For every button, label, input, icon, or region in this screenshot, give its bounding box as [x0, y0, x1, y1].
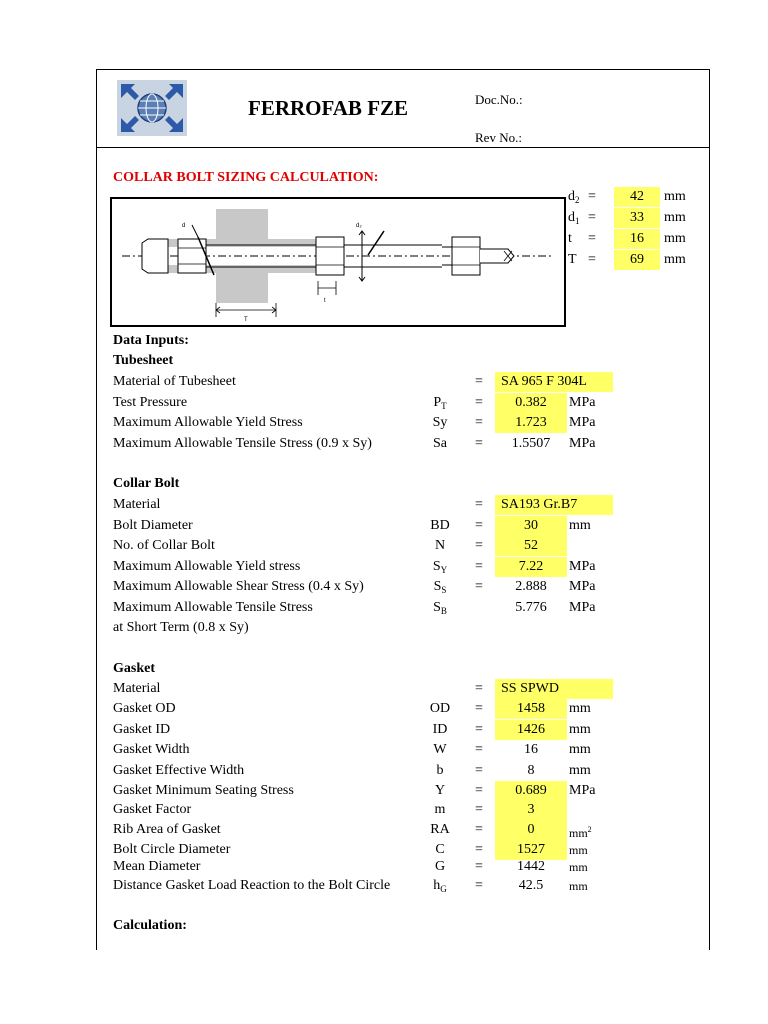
collar-bolt-row-symbol: BD: [430, 517, 450, 533]
gasket-row-symbol: RA: [430, 822, 450, 837]
collar-bolt-row-value: 5.776: [515, 599, 547, 615]
section-gasket: Gasket: [113, 661, 155, 676]
dimension-value[interactable]: 16: [614, 229, 660, 249]
gasket-row-equals: =: [475, 722, 483, 737]
collar-bolt-row-equals: =: [475, 558, 483, 574]
gasket-row-value: 8: [527, 763, 535, 778]
tubesheet-row-symbol: $P_T$: [433, 394, 447, 411]
dimension-symbol: $d_2$: [568, 189, 580, 205]
tubesheet-row-label: Maximum Allowable Tensile Stress (0.9 x Sy): [113, 435, 372, 451]
section-calculation: Calculation:: [113, 918, 187, 933]
doc-no-label: Doc.No.:: [475, 92, 523, 107]
gasket-row-equals: =: [475, 822, 483, 837]
collar-bolt-row-label: at Short Term (0.8 x Sy): [113, 620, 249, 635]
gasket-row-label: Gasket Factor: [113, 802, 192, 817]
gasket-row-value: 1442: [517, 859, 545, 874]
dimension-value[interactable]: 33: [614, 208, 660, 228]
globe-arrows-logo-icon: [117, 80, 187, 136]
gasket-row-symbol: ID: [432, 722, 448, 737]
tubesheet-row-label: Material of Tubesheet: [113, 374, 236, 389]
gasket-row-symbol: G: [434, 859, 446, 874]
tubesheet-row-symbol: Sa: [433, 435, 447, 451]
section-data-inputs: Data Inputs:: [113, 333, 189, 348]
dimension-value[interactable]: 42: [614, 187, 660, 207]
dimension-equals: =: [588, 189, 596, 204]
gasket-row-label: Gasket Effective Width: [113, 763, 245, 778]
dimension-unit: mm: [664, 210, 686, 225]
dimension-symbol: T: [568, 252, 577, 267]
collar-bolt-row-equals: =: [475, 497, 483, 512]
gasket-row-value[interactable]: 1527: [495, 840, 567, 860]
tubesheet-row-unit: MPa: [569, 394, 596, 410]
collar-bolt-row-value[interactable]: 7.22: [495, 557, 567, 577]
gasket-row-unit: mm: [569, 763, 591, 778]
collar-bolt-row-unit: MPa: [569, 558, 596, 574]
tubesheet-row-equals: =: [475, 415, 483, 430]
gasket-row-symbol: C: [435, 842, 445, 857]
tubesheet-row-equals: =: [475, 394, 483, 410]
gasket-row-unit: mm: [569, 843, 588, 857]
collar-bolt-drawing: [110, 197, 566, 327]
tubesheet-row-unit: MPa: [569, 415, 596, 430]
collar-bolt-row-equals: =: [475, 517, 483, 533]
collar-bolt-row-value[interactable]: 52: [495, 536, 567, 556]
tubesheet-row-label: Test Pressure: [113, 394, 188, 410]
collar-bolt-row-label: Maximum Allowable Shear Stress (0.4 x Sy): [113, 579, 364, 594]
gasket-row-unit: mm: [569, 722, 591, 737]
tubesheet-row-value[interactable]: SA 965 F 304L: [495, 372, 613, 392]
gasket-row-unit: $mm^2$: [569, 825, 592, 840]
collar-bolt-row-unit: mm: [569, 517, 591, 533]
gasket-row-value[interactable]: 1458: [495, 699, 567, 719]
gasket-row-equals: =: [475, 701, 483, 716]
gasket-row-symbol: Y: [434, 783, 446, 798]
gasket-row-symbol: $h_G$: [433, 878, 447, 894]
collar-bolt-row-value: 2.888: [515, 579, 547, 594]
collar-bolt-row-label: Bolt Diameter: [113, 517, 193, 533]
drawing-label-d2: d₂: [356, 223, 362, 229]
section-collar-bolt: Collar Bolt: [113, 476, 180, 491]
gasket-row-label: Bolt Circle Diameter: [113, 842, 231, 857]
gasket-row-equals: =: [475, 878, 483, 893]
collar-bolt-row-unit: MPa: [569, 599, 596, 615]
gasket-row-symbol: OD: [429, 701, 451, 716]
tubesheet-row-symbol: Sy: [432, 415, 448, 430]
gasket-row-equals: =: [475, 681, 483, 696]
dimension-equals: =: [588, 231, 596, 246]
collar-bolt-row-label: Maximum Allowable Yield stress: [113, 558, 301, 574]
tubesheet-row-label: Maximum Allowable Yield Stress: [113, 415, 303, 430]
gasket-row-unit: MPa: [569, 783, 596, 798]
gasket-row-equals: =: [475, 763, 483, 778]
header-divider: [96, 147, 710, 148]
gasket-row-unit: mm: [569, 742, 591, 757]
collar-bolt-row-label: Maximum Allowable Tensile Stress: [113, 599, 313, 615]
dimension-unit: mm: [664, 189, 686, 204]
dimension-equals: =: [588, 210, 596, 225]
collar-bolt-row-symbol: $S_S$: [433, 579, 447, 595]
gasket-row-symbol: W: [433, 742, 447, 757]
tubesheet-row-unit: MPa: [569, 435, 596, 451]
gasket-row-label: Material: [113, 681, 161, 696]
gasket-row-unit: mm: [569, 860, 588, 874]
gasket-row-value[interactable]: 3: [495, 800, 567, 820]
gasket-row-value[interactable]: 0.689: [495, 781, 567, 801]
collar-bolt-row-label: Material: [113, 497, 161, 512]
collar-bolt-row-symbol: N: [434, 538, 446, 553]
tubesheet-row-value[interactable]: 1.723: [495, 413, 567, 433]
gasket-row-label: Gasket Minimum Seating Stress: [113, 783, 294, 798]
gasket-row-label: Rib Area of Gasket: [113, 822, 221, 837]
gasket-row-value[interactable]: 1426: [495, 720, 567, 740]
gasket-row-equals: =: [475, 859, 483, 874]
dimension-equals: =: [588, 252, 596, 267]
gasket-row-value[interactable]: SS SPWD: [495, 679, 613, 699]
collar-bolt-row-equals: =: [475, 538, 483, 553]
dimension-value[interactable]: 69: [614, 250, 660, 270]
tubesheet-row-value: 1.5507: [511, 435, 551, 451]
collar-bolt-row-unit: MPa: [569, 579, 596, 594]
gasket-row-equals: =: [475, 842, 483, 857]
gasket-row-label: Gasket ID: [113, 722, 171, 737]
gasket-row-unit: mm: [569, 701, 591, 716]
gasket-row-label: Mean Diameter: [113, 859, 201, 874]
gasket-row-equals: =: [475, 742, 483, 757]
gasket-row-unit: mm: [569, 879, 588, 893]
collar-bolt-row-equals: =: [475, 579, 483, 594]
rev-no-label: Rev No.:: [475, 130, 522, 145]
gasket-row-value: 16: [524, 742, 538, 757]
page-title: COLLAR BOLT SIZING CALCULATION:: [113, 170, 379, 185]
gasket-row-symbol: b: [436, 763, 444, 778]
dimension-unit: mm: [664, 252, 686, 267]
gasket-row-label: Gasket Width: [113, 742, 190, 757]
gasket-row-label: Distance Gasket Load Reaction to the Bolt Circle: [113, 878, 391, 893]
collar-bolt-row-value[interactable]: 30: [495, 516, 567, 536]
tubesheet-row-equals: =: [475, 374, 483, 389]
collar-bolt-row-symbol: $S_Y$: [432, 558, 448, 575]
gasket-row-label: Gasket OD: [113, 701, 176, 716]
collar-bolt-row-value[interactable]: SA193 Gr.B7: [495, 495, 613, 515]
collar-bolt-row-label: No. of Collar Bolt: [113, 538, 215, 553]
company-name: FERROFAB FZE: [248, 96, 409, 120]
tubesheet-row-equals: =: [475, 435, 483, 451]
dimension-symbol: $d_1$: [568, 210, 580, 226]
collar-bolt-row-symbol: $S_B$: [433, 599, 447, 616]
dimension-symbol: t: [568, 231, 572, 246]
drawing-label-t: t: [324, 298, 326, 304]
drawing-label-T: T: [244, 317, 248, 323]
gasket-row-equals: =: [475, 783, 483, 798]
drawing-label-d1: d: [182, 223, 186, 229]
dimension-unit: mm: [664, 231, 686, 246]
gasket-row-value[interactable]: 0: [495, 820, 567, 840]
section-tubesheet: Tubesheet: [113, 353, 174, 368]
gasket-row-equals: =: [475, 802, 483, 817]
gasket-row-value: 42.5: [518, 878, 544, 893]
tubesheet-row-value[interactable]: 0.382: [495, 393, 567, 413]
gasket-row-symbol: m: [434, 802, 446, 817]
